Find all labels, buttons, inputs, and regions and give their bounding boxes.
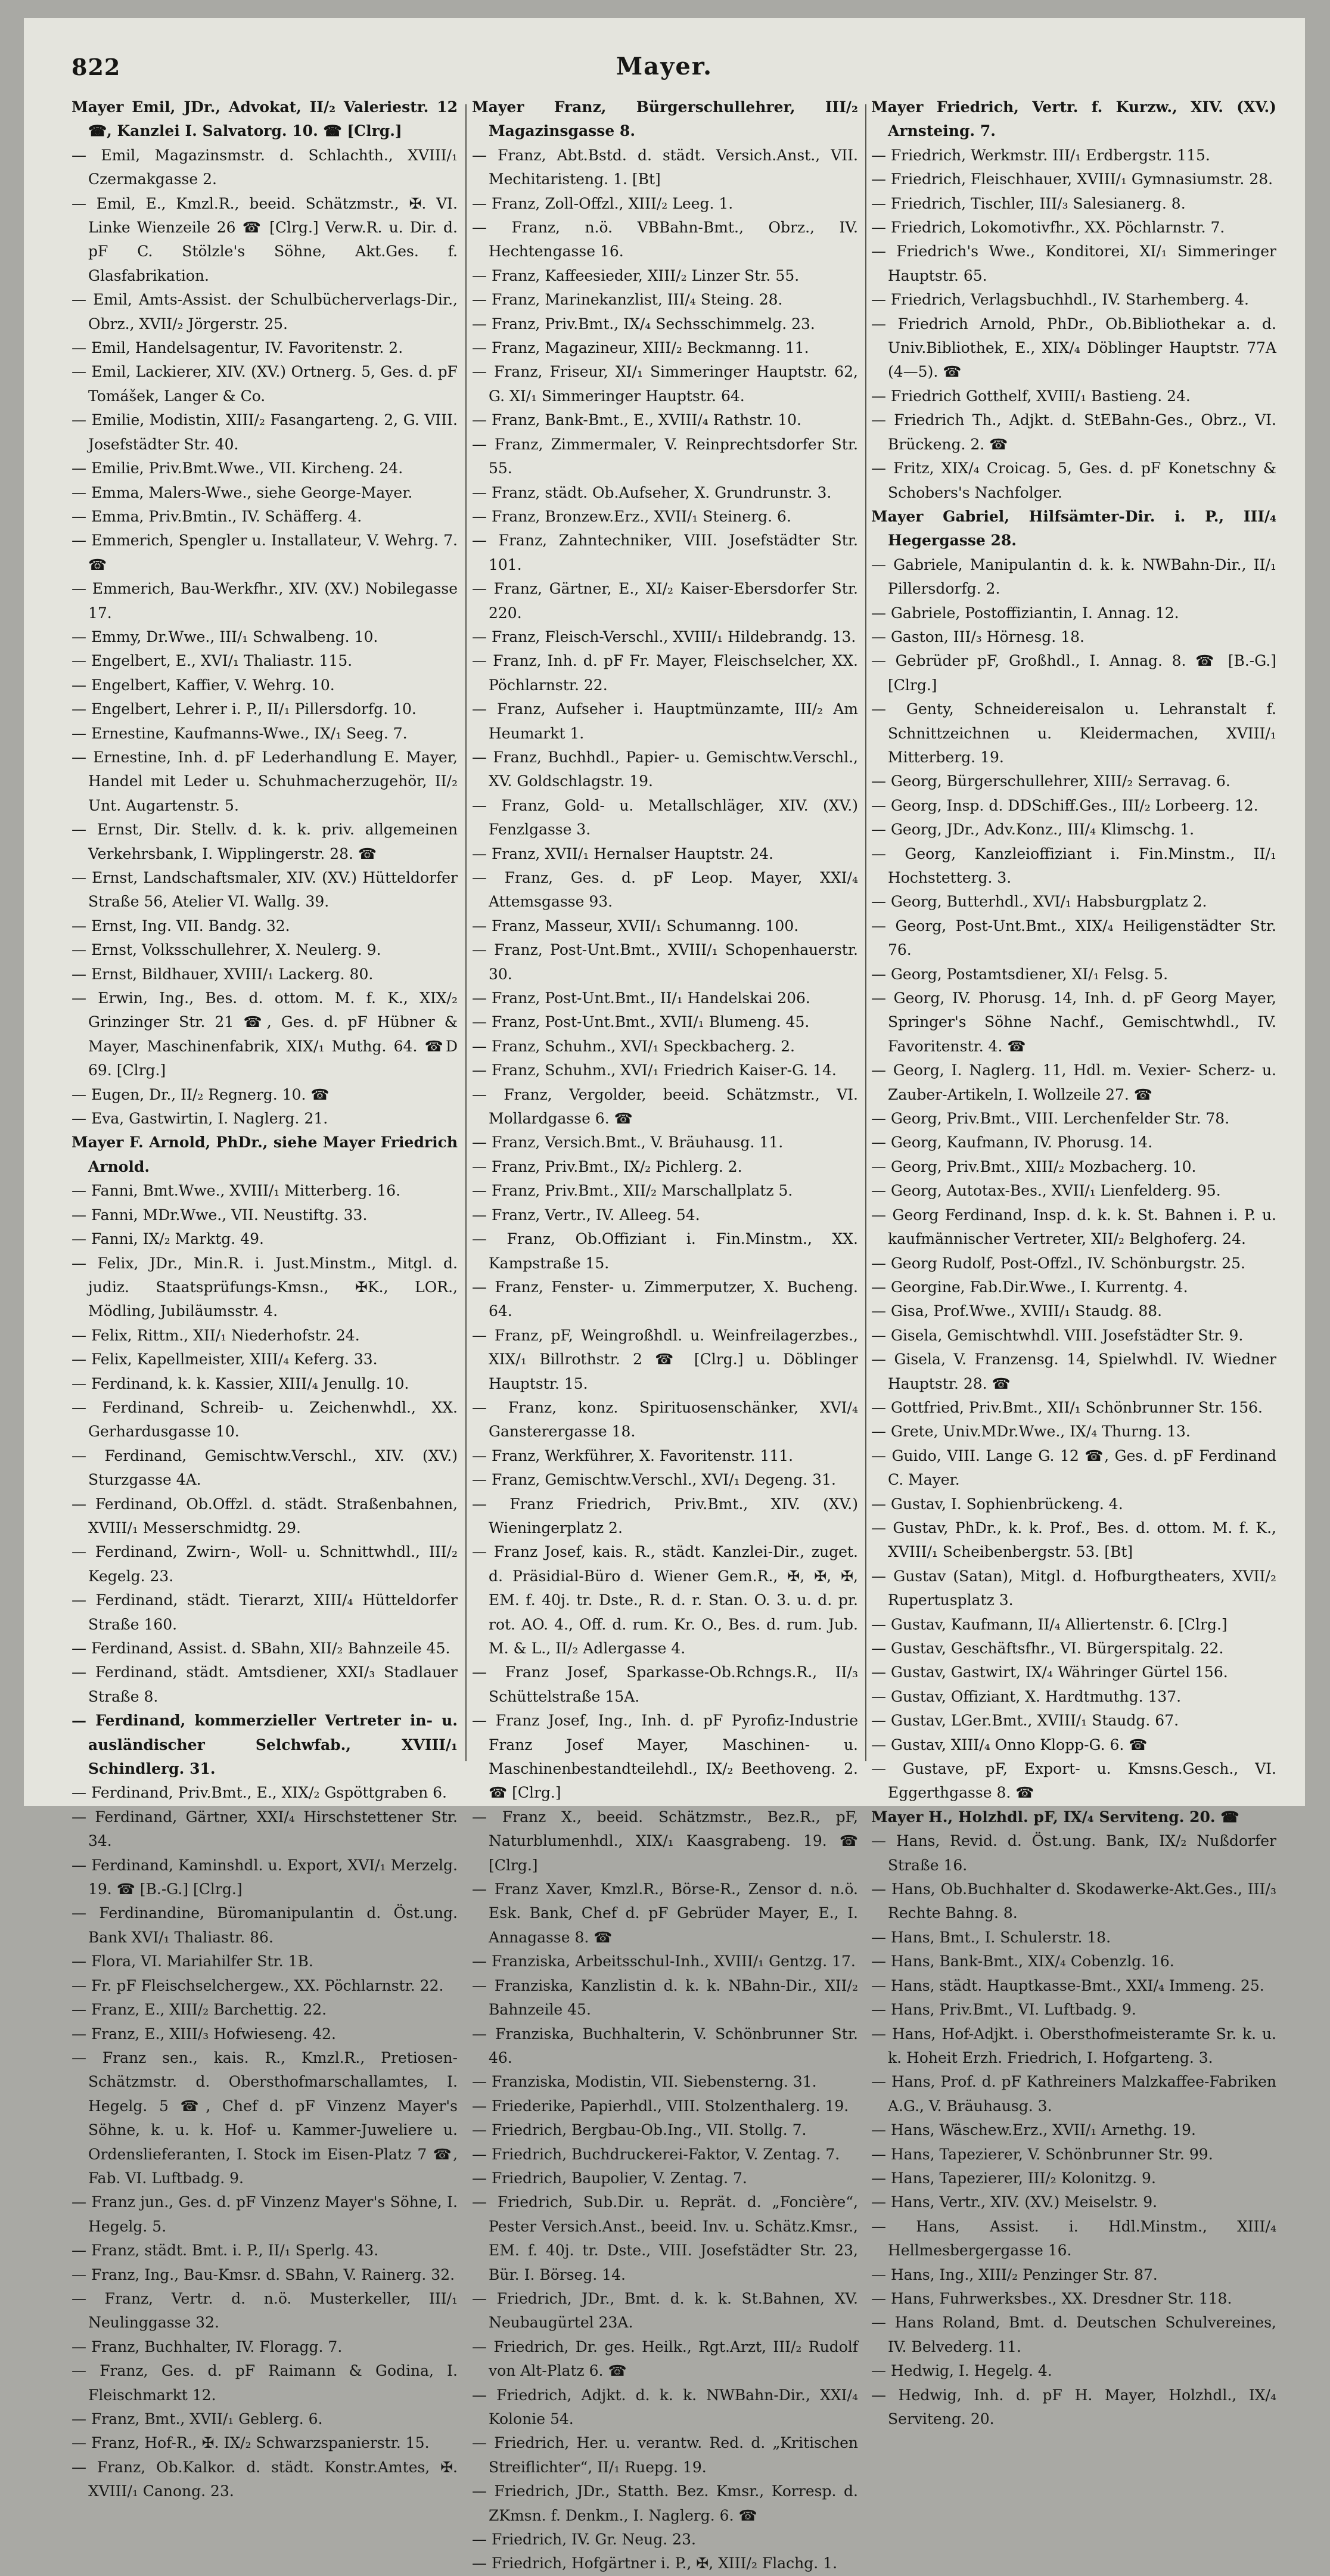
directory-entry: — Ferdinand, k. k. Kassier, XIII/₄ Jenullg. 10. [72, 1374, 409, 1392]
column-rule [865, 104, 866, 1761]
directory-entry: — Felix, JDr., Min.R. i. Just.Minstm., Mitgl. d. judiz. Staatsprüfungs-Kmsn., ✠K., LOR., Mödling, Jubiläumsstr. 4. [72, 1254, 458, 1320]
directory-entry: — Friedrich, JDr., Statth. Bez. Kmsr., Korresp. d. ZKmsn. f. Denkm., I. Naglerg. 6. ☎ [472, 2482, 858, 2524]
directory-entry: — Franz, Inh. d. pF Fr. Mayer, Fleischselcher, XX. Pöchlarnstr. 22. [472, 652, 858, 694]
directory-entry: — Franz, n.ö. VBBahn-Bmt., Obrz., IV. Hechtengasse 16. [472, 219, 858, 260]
directory-entry: — Gisela, Gemischtwhdl. VIII. Josefstädter Str. 9. [871, 1326, 1244, 1344]
directory-entry: — Felix, Rittm., XII/₁ Niederhofstr. 24. [72, 1326, 360, 1344]
directory-entry: — Georg, JDr., Adv.Konz., III/₄ Klimschg. 1. [871, 821, 1195, 839]
directory-entry: — Friedrich's Wwe., Konditorei, XI/₁ Simmeringer Hauptstr. 65. [871, 243, 1276, 284]
directory-entry: — Fanni, Bmt.Wwe., XVIII/₁ Mitterberg. 16. [72, 1182, 401, 1200]
directory-entry: — Franz, Buchhalter, IV. Floragg. 7. [72, 2338, 343, 2355]
directory-entry: — Hedwig, I. Hegelg. 4. [871, 2362, 1052, 2380]
directory-entry: — Franz, Friseur, XI/₁ Simmeringer Hauptstr. 62, G. XI/₁ Simmeringer Hauptstr. 64. [472, 363, 858, 405]
directory-entry: — Ernestine, Kaufmanns-Wwe., IX/₁ Seeg. 7. [72, 724, 408, 742]
directory-entry: — Franz, Hof-R., ✠. IX/₂ Schwarzspanierstr. 15. [72, 2434, 430, 2452]
column-rule [465, 104, 467, 1761]
directory-entry: — Georg, Autotax-Bes., XVII/₁ Lienfelderg. 95. [871, 1182, 1221, 1200]
directory-entry: — Franz, Vertr. d. n.ö. Musterkeller, III/₁ Neulinggasse 32. [72, 2289, 458, 2332]
directory-heading-entry: Mayer Emil, JDr., Advokat, II/₂ Valeriestr. 12 ☎, Kanzlei I. Salvatorg. 10. ☎ [Clrg.] [72, 98, 458, 140]
directory-entry: — Hans, Ing., XIII/₂ Penzinger Str. 87. [871, 2265, 1158, 2283]
directory-entry: — Emil, Magazinsmstr. d. Schlachth., XVIII/₁ Czermakgasse 2. [72, 146, 458, 188]
directory-entry: — Gisela, V. Franzensg. 14, Spielwhdl. IV. Wiedner Hauptstr. 28. ☎ [871, 1351, 1276, 1392]
directory-entry: — Franz, Bank-Bmt., E., XVIII/₄ Rathstr. 10. [472, 411, 801, 429]
directory-entry: — Emmerich, Bau-Werkfhr., XIV. (XV.) Nobilegasse 17. [72, 580, 458, 622]
directory-entry: — Gustav, Geschäftsfhr., VI. Bürgerspitalg. 22. [871, 1640, 1224, 1657]
directory-entry: — Georg, Priv.Bmt., VIII. Lerchenfelder Str. 78. [871, 1110, 1230, 1128]
directory-entry: — Georg, Kaufmann, IV. Phorusg. 14. [871, 1134, 1153, 1152]
directory-entry: — Friedrich, Her. u. verantw. Red. d. „Kritischen Streiflichter“, II/₁ Ruepg. 19. [472, 2434, 858, 2476]
directory-entry: — Franz, Post-Unt.Bmt., XVII/₁ Blumeng. 45. [472, 1013, 810, 1031]
directory-entry: — Georg, Post-Unt.Bmt., XIX/₄ Heiligenstädter Str. 76. [871, 917, 1276, 959]
directory-entry: — Friedrich, Dr. ges. Heilk., Rgt.Arzt, III/₂ Rudolf von Alt-Platz 6. ☎ [472, 2338, 858, 2380]
directory-entry: — Hans, Bank-Bmt., XIX/₄ Cobenzlg. 16. [871, 1953, 1174, 1970]
directory-entry: — Eugen, Dr., II/₂ Regnerg. 10. ☎ [72, 1085, 330, 1103]
directory-entry: — Hans, Bmt., I. Schulerstr. 18. [871, 1928, 1111, 1946]
directory-entry: — Engelbert, Lehrer i. P., II/₁ Pillersdorfg. 10. [72, 700, 417, 718]
column-3 [871, 95, 1276, 2428]
directory-entry: — Ferdinand, Zwirn-, Woll- u. Schnittwhdl., III/₂ Kegelg. 23. [72, 1543, 458, 1585]
directory-entry: — Ernst, Bildhauer, XVIII/₁ Lackerg. 80. [72, 965, 374, 983]
directory-entry: — Friedrich Gotthelf, XVIII/₁ Bastieng. 24. [871, 387, 1191, 405]
directory-entry: — Franz, Fenster- u. Zimmerputzer, X. Bucheng. 64. [472, 1278, 858, 1320]
directory-entry: — Hans, Hof-Adjkt. i. Obersthofmeisteramte Sr. k. u. k. Hoheit Erzh. Friedrich, I. Hofgarteng. 3. [871, 2025, 1276, 2066]
directory-entry: — Franz, Ing., Bau-Kmsr. d. SBahn, V. Rainerg. 32. [72, 2265, 455, 2283]
directory-entry: — Friedrich, Lokomotivfhr., XX. Pöchlarnstr. 7. [871, 219, 1225, 237]
directory-entry: — Guido, VIII. Lange G. 12 ☎, Ges. d. pF Ferdinand C. Mayer. [871, 1447, 1276, 1489]
directory-entry: — Georg Rudolf, Post-Offzl., IV. Schönburgstr. 25. [871, 1254, 1245, 1272]
directory-entry: — Hans, Prof. d. pF Kathreiners Malzkaffee-Fabriken A.G., V. Bräuhausg. 3. [871, 2073, 1276, 2115]
directory-entry: — Emmerich, Spengler u. Installateur, V. Wehrg. 7. ☎ [72, 532, 458, 573]
directory-entry: — Felix, Kapellmeister, XIII/₄ Keferg. 33. [72, 1351, 378, 1368]
directory-entry: — Gustav, LGer.Bmt., XVIII/₁ Staudg. 67. [871, 1712, 1179, 1730]
directory-entry: — Hans, Fuhrwerksbes., XX. Dresdner Str. 118. [871, 2289, 1232, 2307]
directory-entry: — Georg, Kanzleioffiziant i. Fin.Minstm., II/₁ Hochstetterg. 3. [871, 845, 1276, 886]
directory-entry: — Grete, Univ.MDr.Wwe., IX/₄ Thurng. 13. [871, 1423, 1191, 1441]
directory-entry: — Friedrich Arnold, PhDr., Ob.Bibliothekar a. d. Univ.Bibliothek, E., XIX/₄ Döblinger Hauptstr. 77A (4—5). ☎ [871, 315, 1276, 381]
directory-entry: — Franz, Abt.Bstd. d. städt. Versich.Anst., VII. Mechitaristeng. 1. [Bt] [472, 146, 858, 188]
directory-entry: — Friedrich Th., Adjkt. d. StEBahn-Ges., Obrz., VI. Brückeng. 2. ☎ [871, 411, 1276, 453]
directory-entry: — Hans, Tapezierer, V. Schönbrunner Str. 99. [871, 2145, 1213, 2163]
directory-entry: — Friedrich, Sub.Dir. u. Reprät. d. „Foncière“, Pester Versich.Anst., beeid. Inv. u. Schätz.Kmsr., EM. f. 40j. tr. Dste., VIII. Josefstädter Str. 23, Bür. I. Börseg. 14. [472, 2193, 858, 2283]
directory-entry: — Friedrich, Adjkt. d. k. k. NWBahn-Dir., XXI/₄ Kolonie 54. [472, 2386, 858, 2428]
directory-entry: — Emilie, Priv.Bmt.Wwe., VII. Kircheng. 24. [72, 460, 403, 477]
directory-entry: — Franz, Priv.Bmt., XII/₂ Marschallplatz 5. [472, 1182, 793, 1200]
directory-entry: — Franz, Post-Unt.Bmt., II/₁ Handelskai 206. [472, 989, 810, 1007]
directory-entry: — Emil, Lackierer, XIV. (XV.) Ortnerg. 5, Ges. d. pF Tomášek, Langer & Co. [72, 363, 458, 405]
directory-entry: — Franz, Ob.Offiziant i. Fin.Minstm., XX. Kampstraße 15. [472, 1230, 858, 1272]
directory-entry: — Georg, Priv.Bmt., XIII/₂ Mozbacherg. 10. [871, 1157, 1197, 1175]
directory-entry: — Ferdinand, Gemischtw.Verschl., XIV. (XV.) Sturzgasse 4A. [72, 1447, 458, 1489]
directory-entry: — Gisa, Prof.Wwe., XVIII/₁ Staudg. 88. [871, 1302, 1163, 1320]
directory-entry: — Franz X., beeid. Schätzmstr., Bez.R., pF, Naturblumenhdl., XIX/₁ Kaasgrabeng. 19. ☎ [Clrg.] [472, 1808, 858, 1874]
directory-entry: — Franz, Gärtner, E., XI/₂ Kaiser-Ebersdorfer Str. 220. [472, 580, 858, 622]
directory-entry: — Georg, Postamtsdiener, XI/₁ Felsg. 5. [871, 965, 1169, 983]
directory-heading-entry: Mayer Friedrich, Vertr. f. Kurzw., XIV. (XV.) Arnsteing. 7. [871, 98, 1276, 140]
directory-entry: — Eva, Gastwirtin, I. Naglerg. 21. [72, 1110, 328, 1128]
column-2 [472, 95, 858, 2572]
directory-entry: — Ferdinand, städt. Amtsdiener, XXI/₃ Stadlauer Straße 8. [72, 1663, 458, 1705]
directory-entry: — Franz, Zoll-Offzl., XIII/₂ Leeg. 1. [472, 194, 734, 212]
directory-entry: — Georg Ferdinand, Insp. d. k. k. St. Bahnen i. P. u. kaufmännischer Vertreter, XII/₂ Belghoferg. 24. [871, 1206, 1276, 1248]
directory-heading-entry: Mayer F. Arnold, PhDr., siehe Mayer Friedrich Arnold. [72, 1134, 458, 1175]
directory-entry: — Franz, Ges. d. pF Raimann & Godina, I. Fleischmarkt 12. [72, 2362, 458, 2404]
directory-entry: — Friedrich, Hofgärtner i. P., ✠, XIII/₂ Flachg. 1. [472, 2555, 838, 2572]
directory-entry: — Gabriele, Postoffiziantin, I. Annag. 12. [871, 604, 1179, 622]
directory-entry: — Ernst, Volksschullehrer, X. Neulerg. 9. [72, 941, 381, 959]
directory-entry: — Genty, Schneidereisalon u. Lehranstalt f. Schnittzeichnen u. Kleidermachen, XVIII/₁ Mitterberg. 19. [871, 700, 1276, 766]
directory-entry: — Erwin, Ing., Bes. d. ottom. M. f. K., XIX/₂ Grinzinger Str. 21 ☎, Ges. d. pF Hübner & Mayer, Maschinenfabrik, XIX/₁ Muthg. 64. ☎D 69. [Clrg.] [72, 989, 458, 1079]
directory-entry: — Flora, VI. Mariahilfer Str. 1B. [72, 1953, 313, 1970]
page-number: 822 [72, 54, 121, 80]
directory-entry: — Ferdinand, Schreib- u. Zeichenwhdl., XX. Gerhardusgasse 10. [72, 1398, 458, 1441]
directory-entry: — Franz Friedrich, Priv.Bmt., XIV. (XV.) Wieningerplatz 2. [472, 1495, 858, 1537]
directory-entry: — Franziska, Buchhalterin, V. Schönbrunner Str. 46. [472, 2025, 858, 2066]
directory-entry: — Hans, Wäschew.Erz., XVII/₁ Arnethg. 19. [871, 2121, 1196, 2139]
directory-entry: — Friedrich, Buchdruckerei-Faktor, V. Zentag. 7. [472, 2145, 840, 2163]
directory-entry: — Ferdinandine, Büromanipulantin d. Öst.ung. Bank XVI/₁ Thaliastr. 86. [72, 1904, 458, 1946]
directory-entry: — Gottfried, Priv.Bmt., XII/₁ Schönbrunner Str. 156. [871, 1398, 1263, 1416]
directory-entry: — Franz, Ges. d. pF Leop. Mayer, XXI/₄ Attemsgasse 93. [472, 869, 858, 911]
directory-entry: — Franz, Bronzew.Erz., XVII/₁ Steinerg. 6. [472, 507, 791, 525]
directory-entry: — Engelbert, E., XVI/₁ Thaliastr. 115. [72, 652, 353, 670]
directory-entry: — Franz, Post-Unt.Bmt., XVIII/₁ Schopenhauerstr. 30. [472, 941, 858, 983]
directory-entry: — Ferdinand, städt. Tierarzt, XIII/₄ Hütteldorfer Straße 160. [72, 1591, 458, 1633]
directory-entry: — Hans, Priv.Bmt., VI. Luftbadg. 9. [871, 2001, 1136, 2019]
directory-entry: — Gustav, XIII/₄ Onno Klopp-G. 6. ☎ [871, 1736, 1148, 1753]
directory-entry: — Franz, Zahntechniker, VIII. Josefstädter Str. 101. [472, 532, 858, 573]
directory-entry: — Gustav (Satan), Mitgl. d. Hofburgtheaters, XVII/₂ Rupertusplatz 3. [871, 1567, 1276, 1609]
directory-entry: — Ferdinand, Gärtner, XXI/₄ Hirschstettener Str. 34. [72, 1808, 458, 1850]
directory-entry: — Hans, Vertr., XIV. (XV.) Meiselstr. 9. [871, 2193, 1158, 2211]
directory-entry: — Hedwig, Inh. d. pF H. Mayer, Holzhdl., IX/₄ Serviteng. 20. [871, 2386, 1276, 2428]
directory-entry: — Franz, Priv.Bmt., IX/₂ Pichlerg. 2. [472, 1157, 742, 1175]
directory-entry: — Engelbert, Kaffier, V. Wehrg. 10. [72, 676, 335, 694]
directory-entry: — Ferdinand, Priv.Bmt., E., XIX/₂ Gspöttgraben 6. [72, 1784, 447, 1802]
directory-entry: — Franz, XVII/₁ Hernalser Hauptstr. 24. [472, 845, 773, 862]
directory-entry: — Fanni, MDr.Wwe., VII. Neustiftg. 33. [72, 1206, 368, 1224]
directory-entry: — Hans, städt. Hauptkasse-Bmt., XXI/₄ Immeng. 25. [871, 1976, 1264, 1994]
directory-entry: — Franz, Buchhdl., Papier- u. Gemischtw.Verschl., XV. Goldschlagstr. 19. [472, 748, 858, 790]
directory-entry: — Fritz, XIX/₄ Croicag. 5, Ges. d. pF Konetschny & Schobers's Nachfolger. [871, 460, 1276, 501]
running-head: Mayer. [616, 52, 713, 80]
directory-entry: — Georg, Butterhdl., XVI/₁ Habsburgplatz 2. [871, 893, 1207, 911]
directory-entry: — Franz, Priv.Bmt., IX/₄ Sechsschimmelg. 23. [472, 315, 815, 333]
directory-entry: — Gebrüder pF, Großhdl., I. Annag. 8. ☎ [B.-G.] [Clrg.] [871, 652, 1276, 694]
directory-entry: — Franziska, Arbeitsschul-Inh., XVIII/₁ Gentzg. 17. [472, 1953, 856, 1970]
directory-entry: — Franz Josef, Sparkasse-Ob.Rchngs.R., II/₃ Schüttelstraße 15A. [472, 1663, 858, 1705]
directory-entry: — Fanni, IX/₂ Marktg. 49. [72, 1230, 264, 1248]
directory-entry: — Franz, Vertr., IV. Alleeg. 54. [472, 1206, 700, 1224]
directory-entry: — Friedrich, Baupolier, V. Zentag. 7. [472, 2169, 747, 2187]
directory-entry: — Friederike, Papierhdl., VIII. Stolzenthalerg. 19. [472, 2097, 849, 2115]
directory-entry: — Franz, städt. Ob.Aufseher, X. Grundrunstr. 3. [472, 483, 832, 501]
directory-entry: — Franz, Werkführer, X. Favoritenstr. 111. [472, 1447, 794, 1464]
directory-entry: — Gabriele, Manipulantin d. k. k. NWBahn-Dir., II/₁ Pillersdorfg. 2. [871, 555, 1276, 598]
directory-entry: — Franz, Kaffeesieder, XIII/₂ Linzer Str. 55. [472, 266, 800, 284]
directory-entry: — Franz, Schuhm., XVI/₁ Friedrich Kaiser-G. 14. [472, 1062, 837, 1079]
directory-entry: — Hans, Ob.Buchhalter d. Skodawerke-Akt.Ges., III/₃ Rechte Bahng. 8. [871, 1880, 1276, 1922]
directory-entry: — Emil, Amts-Assist. der Schulbücherverlags-Dir., Obrz., XVII/₂ Jörgerstr. 25. [72, 291, 458, 333]
directory-heading-entry: Mayer Gabriel, Hilfsämter-Dir. i. P., III/₄ Hegergasse 28. [871, 507, 1276, 550]
directory-entry: — Gustav, I. Sophienbrückeng. 4. [871, 1495, 1123, 1513]
directory-entry: — Ferdinand, Kaminshdl. u. Export, XVI/₁ Merzelg. 19. ☎ [B.-G.] [Clrg.] [72, 1856, 458, 1898]
directory-entry: — Franz, Bmt., XVII/₁ Geblerg. 6. [72, 2410, 323, 2428]
directory-entry: — Hans, Assist. i. Hdl.Minstm., XIII/₄ Hellmesbergergasse 16. [871, 2217, 1276, 2260]
directory-entry: — Franz, Zimmermaler, V. Reinprechtsdorfer Str. 55. [472, 435, 858, 477]
directory-entry: — Gustav, PhDr., k. k. Prof., Bes. d. ottom. M. f. K., XVIII/₁ Scheibenbergstr. 53. [Bt] [871, 1519, 1276, 1561]
directory-entry: — Franz, konz. Spirituosenschänker, XVI/₄ Gansterergasse 18. [472, 1398, 858, 1441]
directory-entry: — Franz, Marinekanzlist, III/₄ Steing. 28. [472, 291, 783, 309]
directory-entry: — Friedrich, Werkmstr. III/₁ Erdbergstr. 115. [871, 146, 1210, 164]
directory-entry: — Emil, Handelsagentur, IV. Favoritenstr. 2. [72, 339, 403, 357]
directory-heading-entry: Mayer H., Holzhdl. pF, IX/₄ Serviteng. 20. ☎ [871, 1808, 1239, 1826]
directory-page [24, 18, 1305, 2572]
directory-entry: — Franz, Masseur, XVII/₁ Schumanng. 100. [472, 917, 799, 935]
directory-entry: — Franz Xaver, Kmzl.R., Börse-R., Zensor d. n.ö. Esk. Bank, Chef d. pF Gebrüder Mayer, E., I. Annagasse 8. ☎ [472, 1880, 858, 1946]
directory-entry: — Ferdinand, Ob.Offzl. d. städt. Straßenbahnen, XVIII/₁ Messerschmidtg. 29. [72, 1495, 458, 1537]
directory-entry: — Georg, Insp. d. DDSchiff.Ges., III/₂ Lorbeerg. 12. [871, 796, 1258, 814]
column-1 [72, 95, 458, 2500]
directory-entry: — Emil, E., Kmzl.R., beeid. Schätzmstr., ✠. VI. Linke Wienzeile 26 ☎ [Clrg.] Verw.R. u. Dir. d. pF C. Stölzle's Söhne, Akt.Ges. f. Glasfabrikation. [72, 194, 458, 284]
directory-entry: — Georg, IV. Phorusg. 14, Inh. d. pF Georg Mayer, Springer's Söhne Nachf., Gemischtwhdl., IV. Favoritenstr. 4. ☎ [871, 989, 1276, 1055]
directory-entry: — Franz, Magazineur, XIII/₂ Beckmanng. 11. [472, 339, 809, 357]
directory-entry: — Ernst, Dir. Stellv. d. k. k. priv. allgemeinen Verkehrsbank, I. Wipplingerstr. 28. ☎ [72, 821, 458, 862]
directory-entry: — Franziska, Modistin, VII. Siebensterng. 31. [472, 2073, 817, 2091]
directory-entry: — Emma, Malers-Wwe., siehe George-Mayer. [72, 483, 413, 501]
directory-entry: — Friedrich, Bergbau-Ob.Ing., VII. Stollg. 7. [472, 2121, 807, 2139]
directory-entry: — Franziska, Kanzlistin d. k. k. NBahn-Dir., XII/₂ Bahnzeile 45. [472, 1976, 858, 2019]
directory-entry: — Friedrich, Verlagsbuchhdl., IV. Starhemberg. 4. [871, 291, 1249, 309]
directory-entry: — Franz, Aufseher i. Hauptmünzamte, III/₂ Am Heumarkt 1. [472, 700, 858, 742]
directory-entry: — Gustav, Kaufmann, II/₄ Alliertenstr. 6. [Clrg.] [871, 1615, 1228, 1633]
directory-entry: — Franz, Fleisch-Verschl., XVIII/₁ Hildebrandg. 13. [472, 628, 856, 645]
directory-heading-entry: — Ferdinand, kommerzieller Vertreter in- u. ausländischer Selchwfab., XVIII/₁ Schindlerg. 31. [72, 1712, 458, 1778]
directory-entry: — Ernestine, Inh. d. pF Lederhandlung E. Mayer, Handel mit Leder u. Schuhmacherzugehör, II/₂ Unt. Augartenstr. 5. [72, 748, 458, 814]
directory-entry: — Friedrich, Tischler, III/₃ Salesianerg. 8. [871, 194, 1186, 212]
directory-entry: — Ernst, Ing. VII. Bandg. 32. [72, 917, 290, 935]
directory-entry: — Franz, E., XIII/₂ Barchettig. 22. [72, 2001, 327, 2019]
directory-entry: — Franz, Schuhm., XVI/₁ Speckbacherg. 2. [472, 1037, 795, 1055]
directory-entry: — Franz Josef, Ing., Inh. d. pF Pyrofiz-Industrie Franz Josef Mayer, Maschinen- u. Maschinenbestandteilehdl., IX/₂ Beethoveng. 2. ☎ [Clrg.] [472, 1712, 858, 1802]
directory-entry: — Friedrich, JDr., Bmt. d. k. k. St.Bahnen, XV. Neubaugürtel 23A. [472, 2289, 858, 2332]
directory-entry: — Hans, Revid. d. Öst.ung. Bank, IX/₂ Nußdorfer Straße 16. [871, 1832, 1276, 1874]
directory-entry: — Gustave, pF, Export- u. Kmsns.Gesch., VI. Eggerthgasse 8. ☎ [871, 1760, 1276, 1802]
directory-entry: — Georgine, Fab.Dir.Wwe., I. Kurrentg. 4. [871, 1278, 1188, 1296]
directory-entry: — Franz jun., Ges. d. pF Vinzenz Mayer's Söhne, I. Hegelg. 5. [72, 2193, 458, 2235]
directory-heading-entry: Mayer Franz, Bürgerschullehrer, III/₂ Magazinsgasse 8. [472, 98, 858, 140]
directory-entry: — Georg, Bürgerschullehrer, XIII/₂ Serravag. 6. [871, 772, 1230, 790]
directory-entry: — Gaston, III/₃ Hörnesg. 18. [871, 628, 1084, 645]
directory-entry: — Emilie, Modistin, XIII/₂ Fasangarteng. 2, G. VIII. Josefstädter Str. 40. [72, 411, 458, 453]
directory-entry: — Franz sen., kais. R., Kmzl.R., Pretiosen-Schätzmstr. d. Obersthofmarschallamtes, I. Hegelg. 5 ☎, Chef d. pF Vinzenz Mayer's Söhne, k. u. k. Hof- u. Kammer-Juweliere u. Ordenslieferanten, I. Stock im Eisen-Platz 7 ☎, Fab. VI. Luftbadg. 9. [72, 2049, 458, 2187]
directory-entry: — Georg, I. Naglerg. 11, Hdl. m. Vexier- Scherz- u. Zauber-Artikeln, I. Wollzeile 27. ☎ [871, 1062, 1276, 1103]
directory-entry: — Ernst, Landschaftsmaler, XIV. (XV.) Hütteldorfer Straße 56, Atelier VI. Wallg. 39. [72, 869, 458, 911]
directory-entry: — Franz, E., XIII/₃ Hofwieseng. 42. [72, 2025, 336, 2043]
directory-entry: — Franz, Gold- u. Metallschläger, XIV. (XV.) Fenzlgasse 3. [472, 796, 858, 839]
directory-entry: — Franz, Versich.Bmt., V. Bräuhausg. 11. [472, 1134, 784, 1152]
directory-entry: — Hans Roland, Bmt. d. Deutschen Schulvereines, IV. Belvederg. 11. [871, 2314, 1276, 2355]
directory-entry: — Emmy, Dr.Wwe., III/₁ Schwalbeng. 10. [72, 628, 378, 645]
directory-entry: — Friedrich, IV. Gr. Neug. 23. [472, 2531, 696, 2549]
directory-entry: — Gustav, Gastwirt, IX/₄ Währinger Gürtel 156. [871, 1663, 1228, 1681]
directory-entry: — Emma, Priv.Bmtin., IV. Schäfferg. 4. [72, 507, 362, 525]
directory-entry: — Franz, pF, Weingroßhdl. u. Weinfreilagerzbes., XIX/₁ Billrothstr. 2 ☎ [Clrg.] u. Döblinger Hauptstr. 15. [472, 1326, 858, 1392]
directory-entry: — Gustav, Offiziant, X. Hardtmuthg. 137. [871, 1687, 1182, 1705]
directory-entry: — Hans, Tapezierer, III/₂ Kolonitzg. 9. [871, 2169, 1156, 2187]
directory-entry: — Friedrich, Fleischhauer, XVIII/₁ Gymnasiumstr. 28. [871, 170, 1273, 188]
directory-entry: — Franz Josef, kais. R., städt. Kanzlei-Dir., zuget. d. Präsidial-Büro d. Wiener Gem.R., ✠, ✠, ✠, EM. f. 40j. tr. Dste., R. d. r. Stan. O. 3. u. d. pr. rot. AO. 4., Off. d. rum. Kr. O., Bes. d. rum. Jub. M. & L., II/₂ Adlergasse 4. [472, 1543, 858, 1657]
directory-entry: — Fr. pF Fleischselchergew., XX. Pöchlarnstr. 22. [72, 1976, 444, 1994]
directory-entry: — Franz, städt. Bmt. i. P., II/₁ Sperlg. 43. [72, 2242, 379, 2260]
directory-entry: — Ferdinand, Assist. d. SBahn, XII/₂ Bahnzeile 45. [72, 1640, 450, 1657]
directory-entry: — Franz, Vergolder, beeid. Schätzmstr., VI. Mollardgasse 6. ☎ [472, 1085, 858, 1128]
directory-entry: — Franz, Gemischtw.Verschl., XVI/₁ Degeng. 31. [472, 1471, 836, 1489]
directory-entry: — Franz, Ob.Kalkor. d. städt. Konstr.Amtes, ✠. XVIII/₁ Canong. 23. [72, 2458, 458, 2500]
